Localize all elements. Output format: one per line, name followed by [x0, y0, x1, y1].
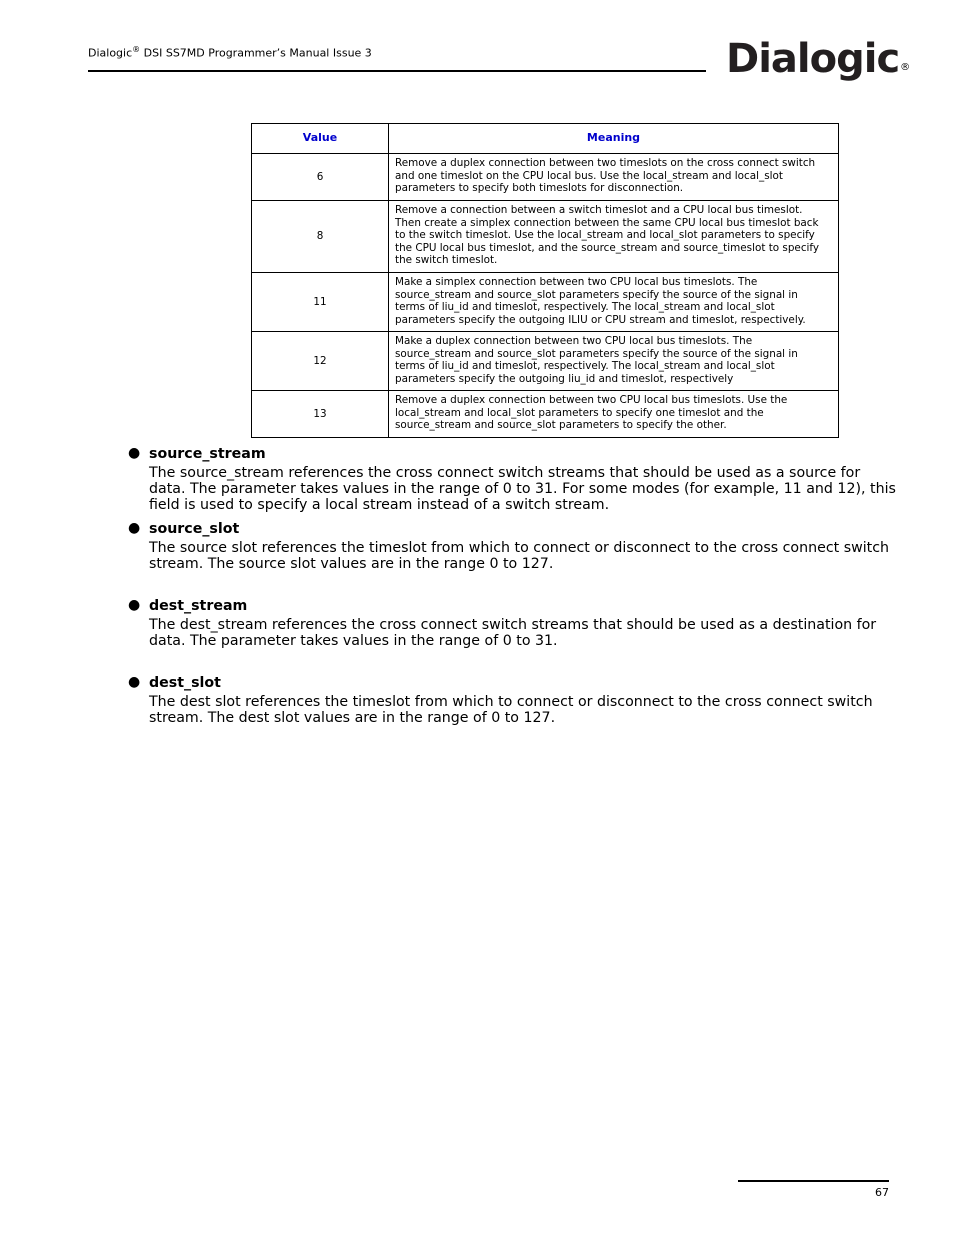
table-row: [252, 201, 839, 273]
page-footer: [738, 1180, 889, 1199]
value-cell: 13: [252, 391, 389, 438]
meaning-cell: Make a simplex connection between two CPU local bus timeslots. The source_stream and source_slot parameters specify the source of the signal in terms of liu_id and timeslot, respectively. The local_stream and local_slot parameters specify the outgoing ILIU or CPU stream and timeslot, respectively.: [389, 273, 839, 332]
column-header-meaning: Meaning: [389, 124, 839, 154]
bullet-icon: ●: [128, 674, 141, 690]
bullet-icon: ●: [128, 445, 141, 461]
registered-mark: ®: [132, 45, 141, 54]
value-cell: 8: [252, 201, 389, 273]
logo-text: Dialogic: [726, 36, 900, 82]
table-row: [252, 391, 839, 438]
param-name: dest_slot: [149, 675, 221, 691]
param-description: The source_stream references the cross connect switch streams that should be used as a source for data. The parameter takes values in the range of 0 to 31. For some modes (for example, 11 and 12), this field is used to specify a local stream instead of a switch stream.: [149, 465, 896, 513]
table-row: [252, 154, 839, 201]
table-header-row: [252, 124, 839, 154]
page-number: 67: [875, 1186, 889, 1199]
dialogic-logo: [726, 36, 910, 86]
values-table: [251, 123, 839, 438]
meaning-cell: Make a duplex connection between two CPU local bus timeslots. The source_stream and source_slot parameters specify the source of the signal in terms of liu_id and timeslot, respectively. The local_stream and local_slot parameters specify the outgoing liu_id and timeslot, respectively: [389, 332, 839, 391]
bullet-icon: ●: [128, 597, 141, 613]
list-item: [128, 521, 898, 572]
table-row: [252, 273, 839, 332]
value-cell: 11: [252, 273, 389, 332]
param-name: dest_stream: [149, 598, 248, 614]
column-header-value: Value: [252, 124, 389, 154]
table-row: [252, 332, 839, 391]
meaning-cell: Remove a duplex connection between two CPU local bus timeslots. Use the local_stream and local_slot parameters to specify one timeslot and the source_stream and source_slot parameters to specify the other.: [389, 391, 839, 438]
header-brand: Dialogic: [88, 46, 133, 60]
header-title-rest: DSI SS7MD Programmer’s Manual Issue 3: [140, 46, 372, 60]
value-cell: 6: [252, 154, 389, 201]
value-cell: 12: [252, 332, 389, 391]
param-description: The source slot references the timeslot from which to connect or disconnect to the cross connect switch stream. The source slot values are in the range 0 to 127.: [149, 540, 889, 572]
bullet-icon: ●: [128, 520, 141, 536]
param-description: The dest_stream references the cross connect switch streams that should be used as a destination for data. The parameter takes values in the range of 0 to 31.: [149, 617, 877, 649]
page-header: [88, 44, 706, 72]
param-name: source_stream: [149, 446, 266, 462]
meaning-cell: Remove a duplex connection between two timeslots on the cross connect switch and one timeslot on the CPU local bus. Use the local_stream and local_slot parameters to specify both timeslots for disconnection.: [389, 154, 839, 201]
meaning-cell: Remove a connection between a switch timeslot and a CPU local bus timeslot. Then create a simplex connection between the same CPU local bus timeslot back to the switch timeslot. Use the local_stream and local_slot parameters to specify the CPU local bus timeslot, and the source_stream and source_timeslot to specify the switch timeslot.: [389, 201, 839, 273]
header-title: [88, 45, 372, 60]
param-description: The dest slot references the timeslot from which to connect or disconnect to the cross connect switch stream. The dest slot values are in the range of 0 to 127.: [149, 694, 873, 726]
list-item: [128, 446, 898, 513]
logo-registered-mark: ®: [900, 62, 911, 73]
param-name: source_slot: [149, 521, 240, 537]
list-item: [128, 598, 898, 649]
parameter-list: [128, 446, 898, 726]
list-item: [128, 675, 898, 726]
